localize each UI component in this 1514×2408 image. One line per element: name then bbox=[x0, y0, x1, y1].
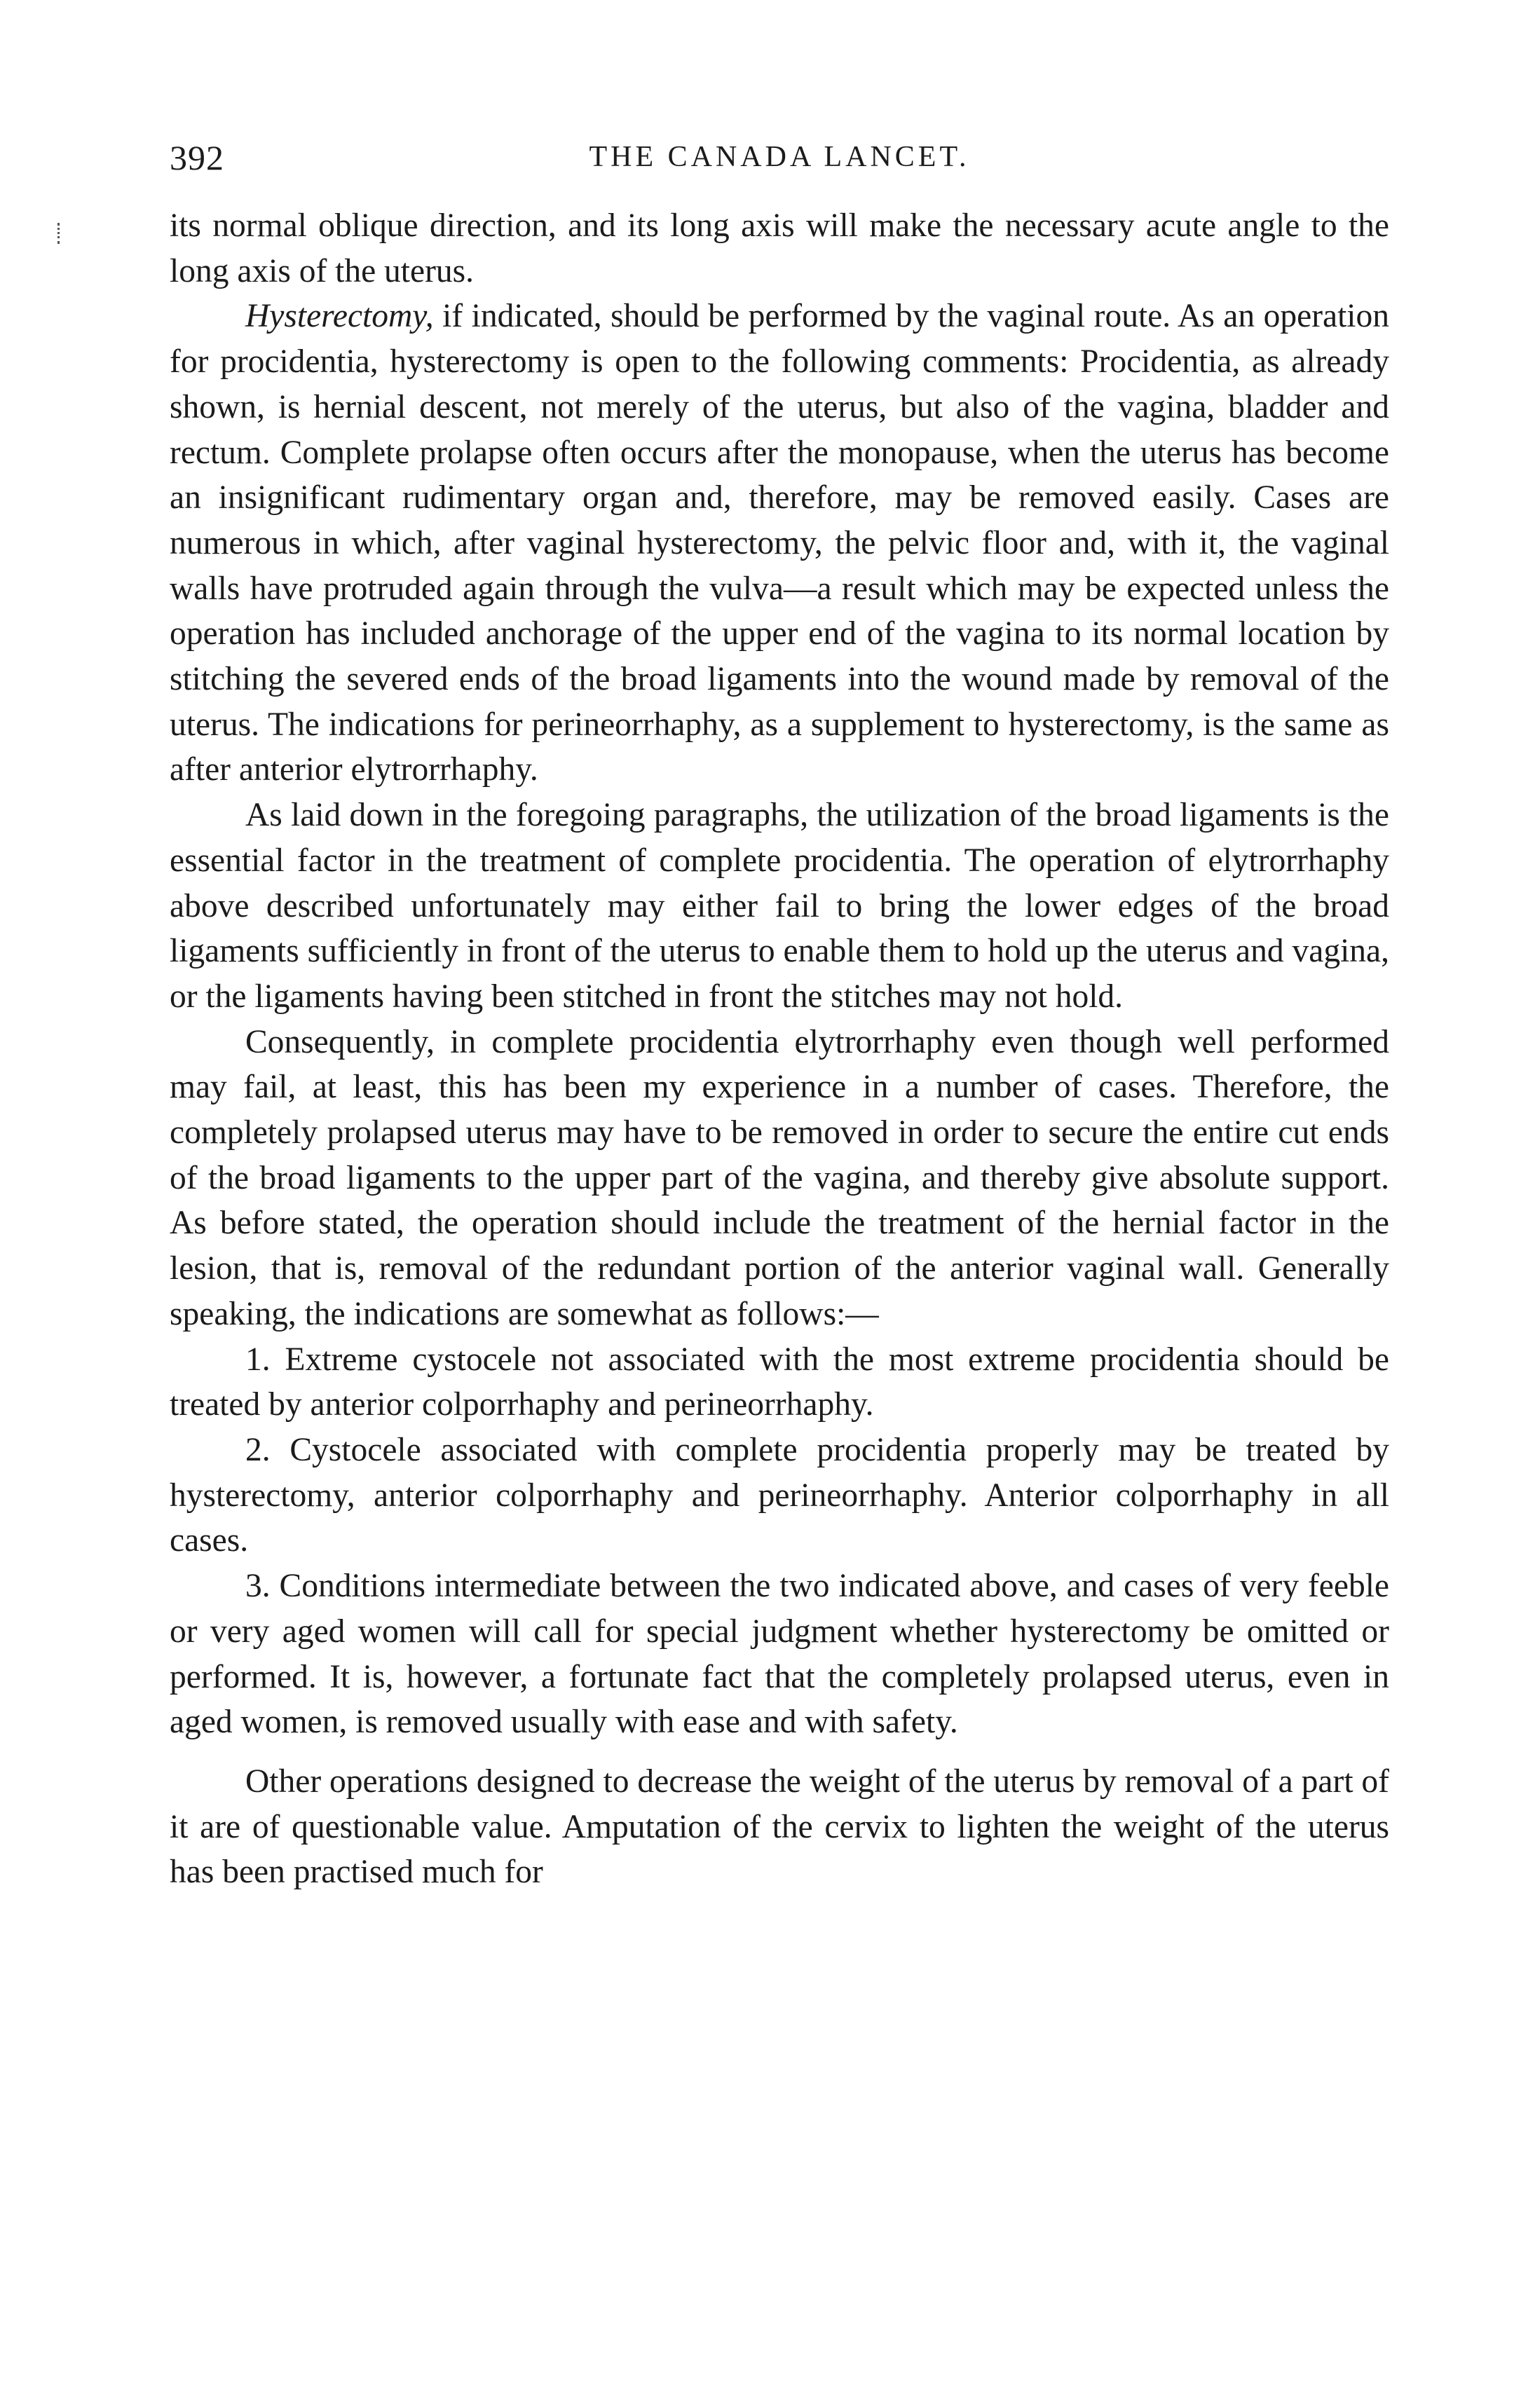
margin-mark bbox=[57, 223, 64, 244]
paragraph-hysterectomy bbox=[170, 294, 1389, 793]
list-item-2: 2. Cystocele associated with complete procidentia properly may be treated by hysterectomy, anterior colporrhaphy and perineorrhaphy. Anterior colporrhaphy in all cases. bbox=[170, 1431, 1389, 1559]
paragraph-other-operations: Other operations designed to decrease the weight of the uterus by removal of a part of it are of questionable value. Amputation of the cervix to lighten the weight of the uterus has been practised much for bbox=[170, 1763, 1389, 1891]
page-number: 392 bbox=[170, 138, 224, 177]
list-item-3: 3. Conditions intermediate between the two indicated above, and cases of very feeble or very aged women will call for special judgment whether hysterectomy be omitted or performed. It is, however, a fortunate fact that the completely prolapsed uterus, even in aged women, is removed usually with ease and with safety. bbox=[170, 1568, 1389, 1741]
paragraph-continuation: its normal oblique direction, and its long axis will make the necessary acute angle to the long axis of the uterus. bbox=[170, 207, 1389, 289]
list-item-1: 1. Extreme cystocele not associated with the most extreme procidentia should be treated by anterior colporrhaphy and perineorrhaphy. bbox=[170, 1341, 1389, 1423]
paragraph-broad-ligaments: As laid down in the foregoing paragraphs, the utilization of the broad ligaments is the essential factor in the treatment of complete procidentia. The operation of elytrorrhaphy above described unfortunately may either fail to bring the lower edges of the broad ligaments sufficiently in front of the uterus to enable them to hold up the uterus and vagina, or the ligaments having been stitched in front the stitches may not hold. bbox=[170, 797, 1389, 1015]
paragraph-consequently: Consequently, in complete procidentia elytrorrhaphy even though well performed may fail, at least, this has been my experience in a number of cases. Therefore, the completely prolapsed uterus may have to be removed in order to secure the entire cut ends of the broad ligaments to the upper part of the vagina, and thereby give absolute support. As before stated, the operation should include the treatment of the hernial factor in the lesion, that is, removal of the redundant portion of the anterior vaginal wall. Generally speaking, the indications are somewhat as follows:— bbox=[170, 1023, 1389, 1332]
running-title: THE CANADA LANCET. bbox=[589, 141, 970, 173]
paragraph-text: if indicated, should be performed by the vaginal route. As an operation for procidentia, hysterectomy is open to the following comments: Procidentia, as already shown, is hernial descent, not merely of the uterus, but also of the vagina, bladder and rectum. Complete prolapse often occurs after the monopause, when the uterus has become an insignificant rudimentary organ and, therefore, may be removed easily. Cases are numerous in which, after vaginal hysterectomy, the pelvic floor and, with it, the vaginal walls have protruded again through the vulva—a result which may be expected unless the operation has included anchorage of the upper end of the vagina to its normal location by stitching the severed ends of the broad ligaments into the wound made by removal of the uterus. The indications for perineorrhaphy, as a supplement to hysterectomy, is the same as after anterior elytrorrhaphy. bbox=[170, 298, 1389, 788]
article-body bbox=[170, 203, 1389, 1895]
page-header bbox=[170, 137, 1389, 179]
italic-lead: Hysterectomy, bbox=[245, 298, 434, 335]
